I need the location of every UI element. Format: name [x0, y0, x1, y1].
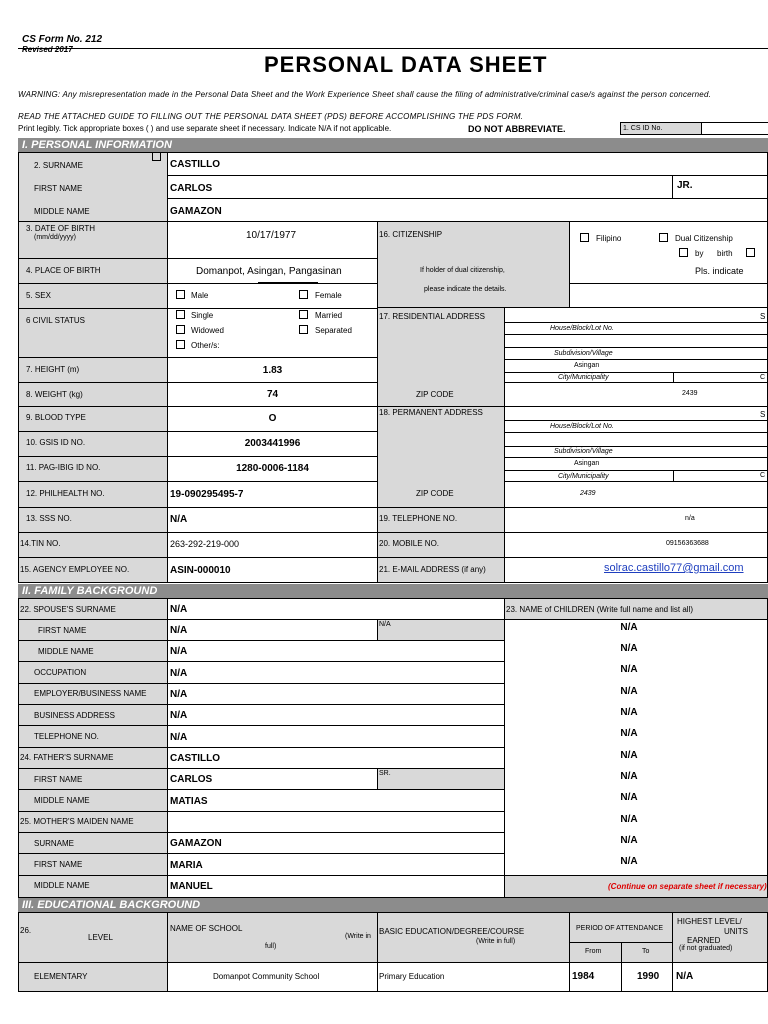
- cs-id-field[interactable]: [700, 122, 768, 135]
- civil-married-label: Married: [315, 311, 343, 320]
- row-divider: [167, 532, 378, 533]
- perm-col-c: C: [760, 472, 766, 479]
- child-row[interactable]: N/A: [620, 643, 638, 654]
- sex-label: 5. SEX: [26, 291, 51, 300]
- civil-separated-checkbox[interactable]: [299, 325, 308, 334]
- cit-by-label: by: [695, 249, 704, 258]
- res-col-s: S: [760, 312, 766, 321]
- children-label: 23. NAME of CHILDREN (Write full name and list all): [506, 605, 694, 614]
- row-divider: [504, 557, 768, 558]
- child-row[interactable]: N/A: [620, 856, 638, 867]
- sex-underline: [258, 282, 318, 283]
- civil-status-label: 6 CIVIL STATUS: [26, 316, 85, 325]
- sex-female-checkbox[interactable]: [299, 290, 308, 299]
- row-divider: [504, 322, 768, 323]
- agency-label: 15. AGENCY EMPLOYEE NO.: [20, 565, 130, 574]
- row-divider: [504, 372, 768, 373]
- cit-filipino-label: Filipino: [596, 234, 622, 243]
- middle-name-field[interactable]: [167, 198, 768, 222]
- blood-type-label: 9. BLOOD TYPE: [26, 413, 86, 422]
- cit-naturalization-checkbox[interactable]: [746, 248, 755, 257]
- row-divider: [504, 359, 768, 360]
- row-divider: [504, 347, 768, 348]
- mobile-label: 20. MOBILE NO.: [379, 539, 440, 548]
- perm-zip-value[interactable]: 2439: [580, 490, 596, 497]
- res-house-caption: House/Block/Lot No.: [550, 325, 614, 332]
- res-city-value[interactable]: Asingan: [574, 362, 600, 369]
- first-name-value: CARLOS: [170, 183, 213, 194]
- revised-label: Revised 2017: [22, 45, 73, 54]
- edu-highest-label: HIGHEST LEVEL/: [677, 917, 742, 926]
- row-divider: [18, 456, 168, 457]
- row-divider: [18, 683, 168, 684]
- spouse-tel-label: TELEPHONE NO.: [34, 732, 99, 741]
- row-divider: [18, 725, 168, 726]
- dob-format-label: (mm/dd/yyyy): [34, 234, 76, 241]
- row-divider: [18, 283, 168, 284]
- row-divider: [18, 704, 168, 705]
- child-row[interactable]: N/A: [620, 792, 638, 803]
- mother-surname-label: SURNAME: [34, 839, 75, 848]
- philhealth-label: 12. PHILHEALTH NO.: [26, 489, 105, 498]
- edu-school-write: (Write in: [345, 933, 371, 940]
- row-divider: [18, 619, 168, 620]
- cit-birth-label: birth: [717, 249, 733, 258]
- col-divider: [673, 470, 674, 481]
- father-first-label: FIRST NAME: [34, 775, 83, 784]
- row-divider: [167, 481, 378, 482]
- philhealth-value[interactable]: 19-090295495-7: [170, 489, 244, 500]
- dob-value[interactable]: 10/17/1977: [246, 230, 297, 241]
- civil-others-label: Other/s:: [191, 341, 220, 350]
- row-divider: [18, 382, 168, 383]
- tin-value[interactable]: 263-292-219-000: [170, 539, 240, 549]
- row-divider: [167, 382, 378, 383]
- row-divider: [167, 853, 505, 854]
- row-divider: [504, 481, 768, 482]
- edu-num-label: 26.: [20, 926, 32, 935]
- mother-label: 25. MOTHER'S MAIDEN NAME: [20, 817, 134, 826]
- row-divider: [167, 431, 378, 432]
- spouse-surname-label: 22. SPOUSE'S SURNAME: [20, 605, 116, 614]
- row-divider: [18, 811, 168, 812]
- row-divider: [167, 557, 378, 558]
- father-first-value[interactable]: CARLOS: [170, 774, 213, 785]
- spouse-first-label: FIRST NAME: [38, 626, 87, 635]
- occupation-value[interactable]: N/A: [170, 668, 188, 679]
- dual-note-2: please indicate the details.: [424, 286, 507, 293]
- weight-value[interactable]: 74: [266, 389, 279, 400]
- row-divider: [377, 507, 505, 508]
- res-col-c: C: [760, 374, 766, 381]
- surname-field[interactable]: [167, 152, 768, 176]
- row-divider: [167, 683, 505, 684]
- row-divider: [377, 557, 505, 558]
- edu-school-label: NAME OF SCHOOL: [170, 924, 243, 933]
- warning-text: WARNING: Any misrepresentation made in the Personal Data Sheet and the Work Experience Sheet shall cause the filing of administrative/criminal case/s against the person concerned.: [18, 90, 712, 99]
- row-divider: [377, 406, 505, 407]
- pls-indicate-label: Pls. indicate: [695, 266, 744, 276]
- edu-from-label: From: [585, 948, 602, 955]
- civil-separated-label: Separated: [315, 326, 352, 335]
- child-row[interactable]: N/A: [620, 835, 638, 846]
- row-divider: [18, 875, 168, 876]
- tick-box-sample: [152, 152, 161, 161]
- row-divider: [504, 532, 768, 533]
- employer-value[interactable]: N/A: [170, 689, 188, 700]
- no-abbreviate-note: DO NOT ABBREVIATE.: [468, 124, 566, 134]
- cit-filipino-checkbox[interactable]: [580, 233, 589, 242]
- business-address-label: BUSINESS ADDRESS: [34, 711, 115, 720]
- row-divider: [18, 640, 168, 641]
- form-number: CS Form No. 212: [22, 34, 103, 45]
- civil-widowed-checkbox[interactable]: [176, 325, 185, 334]
- child-row[interactable]: N/A: [620, 814, 638, 825]
- sss-label: 13. SSS NO.: [26, 514, 72, 523]
- cs-id-label: 1. CS ID No.: [620, 122, 702, 135]
- address-values-column: [504, 307, 768, 583]
- spouse-surname-value[interactable]: N/A: [170, 604, 188, 615]
- row-divider: [167, 283, 378, 284]
- surname-value: CASTILLO: [170, 159, 220, 170]
- civil-married-checkbox[interactable]: [299, 310, 308, 319]
- spouse-ext-box: [377, 619, 505, 641]
- child-row[interactable]: N/A: [620, 750, 638, 761]
- email-value[interactable]: solrac.castillo77@gmail.com: [604, 562, 744, 574]
- row-divider: [167, 640, 505, 641]
- pagibig-value[interactable]: 1280-0006-1184: [236, 463, 309, 474]
- row-divider: [18, 832, 168, 833]
- cit-dual-label: Dual Citizenship: [675, 234, 733, 243]
- mother-first-label: FIRST NAME: [34, 860, 83, 869]
- row-divider: [167, 456, 378, 457]
- child-row[interactable]: N/A: [620, 686, 638, 697]
- sex-male-checkbox[interactable]: [176, 290, 185, 299]
- edu-row-from: 1984: [572, 971, 595, 982]
- dob-label: 3. DATE OF BIRTH: [26, 224, 96, 233]
- row-divider: [167, 747, 505, 748]
- father-middle-label: MIDDLE NAME: [34, 796, 90, 805]
- mobile-value[interactable]: 09156363688: [666, 540, 709, 547]
- employer-label: EMPLOYER/BUSINESS NAME: [34, 689, 147, 698]
- mother-middle-value[interactable]: MANUEL: [170, 881, 213, 892]
- height-label: 7. HEIGHT (m): [26, 365, 80, 374]
- row-divider: [167, 811, 505, 812]
- tel-label: 19. TELEPHONE NO.: [379, 514, 458, 523]
- spouse-tel-value[interactable]: N/A: [170, 732, 188, 743]
- row-divider: [18, 406, 168, 407]
- occupation-label: OCCUPATION: [34, 668, 87, 677]
- row-divider: [18, 481, 168, 482]
- row-divider: [504, 334, 768, 335]
- edu-period-label: PERIOD OF ATTENDANCE: [576, 925, 663, 932]
- row-divider: [167, 258, 378, 259]
- sss-value[interactable]: N/A: [170, 514, 188, 525]
- spouse-first-value[interactable]: N/A: [170, 625, 188, 636]
- gsis-value[interactable]: 2003441996: [244, 438, 301, 449]
- middle-name-value: GAMAZON: [170, 206, 222, 217]
- row-divider: [167, 832, 505, 833]
- height-value[interactable]: 1.83: [262, 365, 283, 376]
- agency-value[interactable]: ASIN-000010: [170, 565, 231, 576]
- edu-not-grad-label: (if not graduated): [679, 945, 733, 952]
- row-divider: [504, 470, 768, 471]
- top-rule: [18, 48, 768, 49]
- row-divider: [18, 258, 168, 259]
- edu-level-label: LEVEL: [88, 933, 113, 942]
- res-subd-caption: Subdivision/Village: [554, 350, 613, 357]
- dual-note-1: If holder of dual citizenship,: [420, 267, 505, 274]
- perm-house-caption: House/Block/Lot No.: [550, 423, 614, 430]
- row-divider: [18, 557, 168, 558]
- civil-single-label: Single: [191, 311, 214, 320]
- row-divider: [167, 619, 505, 620]
- res-zip-value[interactable]: 2439: [682, 390, 698, 397]
- spouse-ext-value[interactable]: N/A: [379, 621, 391, 628]
- continue-note: (Continue on separate sheet if necessary): [608, 882, 767, 891]
- perm-subd-caption: Subdivision/Village: [554, 448, 613, 455]
- edu-row-level: ELEMENTARY: [34, 972, 88, 981]
- name-extension-value: JR.: [677, 180, 693, 191]
- spouse-middle-value[interactable]: N/A: [170, 646, 188, 657]
- row-divider: [18, 768, 168, 769]
- page-title: PERSONAL DATA SHEET: [264, 52, 548, 77]
- father-ext-value[interactable]: SR.: [379, 770, 391, 777]
- sex-female-label: Female: [315, 291, 342, 300]
- civil-single-checkbox[interactable]: [176, 310, 185, 319]
- email-label: 21. E-MAIL ADDRESS (if any): [379, 565, 486, 574]
- row-divider: [167, 661, 505, 662]
- edu-course-label: BASIC EDUCATION/DEGREE/COURSE: [379, 927, 525, 936]
- section-family-header: II. FAMILY BACKGROUND: [18, 584, 768, 598]
- row-divider: [167, 875, 505, 876]
- middle-name-label: MIDDLE NAME: [34, 207, 90, 216]
- sex-male-label: Male: [191, 291, 209, 300]
- pob-label: 4. PLACE OF BIRTH: [26, 266, 101, 275]
- cit-dual-checkbox[interactable]: [659, 233, 668, 242]
- edu-row-school: Domanpot Community School: [213, 972, 320, 981]
- child-row[interactable]: N/A: [620, 707, 638, 718]
- row-divider: [18, 357, 168, 358]
- row-divider: [167, 768, 505, 769]
- read-guide-text: READ THE ATTACHED GUIDE TO FILLING OUT THE PERSONAL DATA SHEET (PDS) BEFORE ACCOMPLISHING THE PDS FORM.: [18, 112, 524, 121]
- perm-address-label: 18. PERMANENT ADDRESS: [379, 408, 483, 417]
- father-ext-box: [377, 768, 505, 790]
- edu-school-full: full): [265, 943, 277, 950]
- edu-earned-label: EARNED: [687, 936, 721, 945]
- print-note: Print legibly. Tick appropriate boxes ( ) and use separate sheet if necessary. Indicate N/A if not applicable.: [18, 124, 392, 133]
- res-city-caption: City/Municipality: [558, 374, 609, 381]
- father-middle-value[interactable]: MATIAS: [170, 796, 208, 807]
- business-address-value[interactable]: N/A: [170, 710, 188, 721]
- row-divider: [504, 507, 768, 508]
- row-divider: [504, 432, 768, 433]
- res-address-label: 17. RESIDENTIAL ADDRESS: [379, 312, 485, 321]
- mother-first-value[interactable]: MARIA: [170, 860, 203, 871]
- row-divider: [167, 725, 505, 726]
- mother-surname-value[interactable]: GAMAZON: [170, 838, 222, 849]
- first-name-field[interactable]: [167, 175, 673, 199]
- gsis-label: 10. GSIS ID NO.: [26, 438, 86, 447]
- edu-units-label: UNITS: [724, 927, 748, 936]
- perm-zip-label: ZIP CODE: [416, 489, 454, 498]
- cit-by-birth-checkbox[interactable]: [679, 248, 688, 257]
- first-name-label: FIRST NAME: [34, 184, 83, 193]
- row-divider: [18, 507, 168, 508]
- row-divider: [18, 789, 168, 790]
- dual-country-field[interactable]: [569, 283, 768, 308]
- child-row[interactable]: N/A: [620, 728, 638, 739]
- row-divider: [18, 853, 168, 854]
- res-zip-label: ZIP CODE: [416, 390, 454, 399]
- row-divider: [167, 507, 378, 508]
- citizenship-label: 16. CITIZENSHIP: [379, 230, 443, 239]
- child-row[interactable]: N/A: [620, 622, 638, 633]
- perm-col-s: S: [760, 410, 766, 419]
- spouse-middle-label: MIDDLE NAME: [38, 647, 94, 656]
- edu-row-to: 1990: [637, 971, 660, 982]
- edu-row-highest: N/A: [676, 971, 694, 982]
- weight-label: 8. WEIGHT (kg): [26, 390, 83, 399]
- row-divider: [167, 789, 505, 790]
- edu-course-write: (Write in full): [476, 938, 516, 945]
- pagibig-label: 11. PAG-IBIG ID NO.: [26, 463, 101, 472]
- edu-to-label: To: [642, 948, 650, 955]
- child-row[interactable]: N/A: [620, 664, 638, 675]
- row-divider: [377, 532, 505, 533]
- perm-city-value[interactable]: Asingan: [574, 460, 600, 467]
- row-divider: [167, 308, 378, 309]
- pob-value[interactable]: Domanpot, Asingan, Pangasinan: [196, 266, 342, 277]
- row-divider: [18, 308, 168, 309]
- edu-course-header: [377, 912, 570, 963]
- surname-label: 2. SURNAME: [34, 161, 83, 170]
- child-row[interactable]: N/A: [620, 771, 638, 782]
- row-divider: [504, 406, 768, 407]
- row-divider: [18, 532, 168, 533]
- row-divider: [18, 431, 168, 432]
- row-divider: [504, 446, 768, 447]
- blood-type-value[interactable]: O: [268, 413, 277, 424]
- mother-middle-label: MIDDLE NAME: [34, 881, 90, 890]
- section-personal-header: I. PERSONAL INFORMATION: [18, 138, 768, 152]
- civil-widowed-label: Widowed: [191, 326, 224, 335]
- row-divider: [504, 382, 768, 383]
- edu-row-course: Primary Education: [379, 972, 445, 981]
- row-divider: [18, 747, 168, 748]
- tel-value[interactable]: n/a: [685, 515, 695, 522]
- tin-label: 14.TIN NO.: [20, 539, 61, 548]
- row-divider: [504, 457, 768, 458]
- row-divider: [504, 420, 768, 421]
- row-divider: [167, 704, 505, 705]
- row-divider: [167, 357, 378, 358]
- section-education-header: III. EDUCATIONAL BACKGROUND: [18, 898, 768, 912]
- father-surname-label: 24. FATHER'S SURNAME: [20, 753, 114, 762]
- personal-labels-column: [18, 221, 168, 583]
- father-surname-value[interactable]: CASTILLO: [170, 753, 220, 764]
- perm-city-caption: City/Municipality: [558, 473, 609, 480]
- pds-page: [18, 34, 768, 992]
- row-divider: [18, 661, 168, 662]
- row-divider: [167, 406, 378, 407]
- civil-others-checkbox[interactable]: [176, 340, 185, 349]
- col-divider: [673, 372, 674, 382]
